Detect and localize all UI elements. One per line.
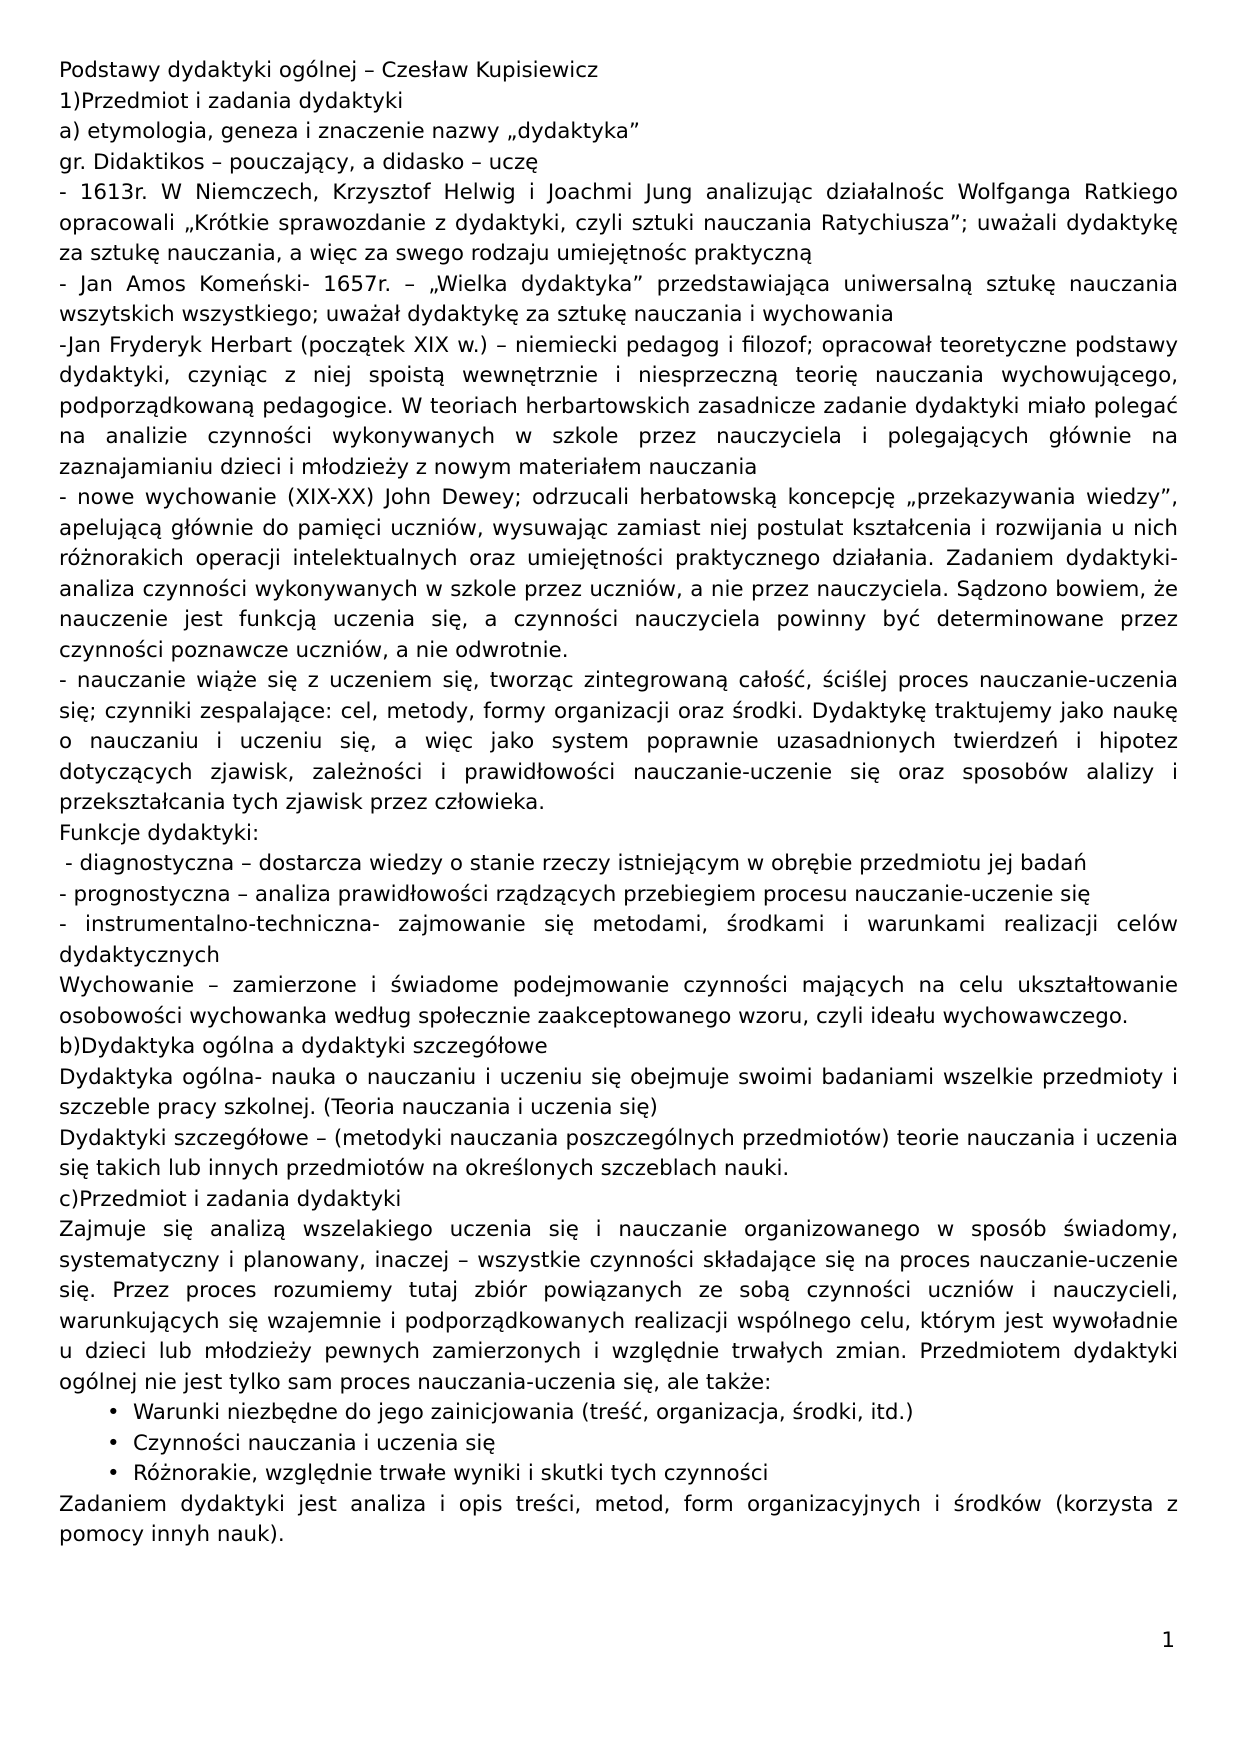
list-item [107,1398,1178,1429]
paragraph-komenski: - Jan Amos Komeński- 1657r. – „Wielka dydaktyka” przedstawiająca uniwersalną sztukę nauczania wszytskich wszystkiego; uważał dydaktykę za sztukę nauczania i wychowania [59,271,1178,327]
etymology-line: gr. Didaktikos – pouczający, a didasko – uczę [59,149,539,175]
section-heading: 1)Przedmiot i zadania dydaktyki [59,88,404,114]
list-item [107,1429,1178,1460]
list-item-text: Czynności nauczania i uczenia się [133,1430,496,1456]
functions-heading: Funkcje dydaktyki: [59,820,260,846]
subsection-heading-b: b)Dydaktyka ogólna a dydaktyki szczegółowe [59,1034,548,1059]
function-instrumental: - instrumentalno-techniczna- zajmowanie się metodami, środkami i warunkami realizacji celów dydaktycznych [59,912,1178,968]
page-number: 1 [1161,1628,1175,1653]
function-prognostic: - prognostyczna – analiza prawidłowości rządzących przebiegiem procesu nauczanie-uczenie się [59,881,1091,907]
list-item-text: Różnorakie, względnie trwałe wyniki i skutki tych czynności [133,1461,769,1486]
paragraph-zajmuje: Zajmuje się analizą wszelakiego uczenia się i nauczanie organizowanego w sposób świadomy, systematyczny i planowany, inaczej – wszystkie czynności składające się na proces nauczanie-uczenie się. Przez proces rozumiemy tutaj zbiór powiązanych ze sobą czynności uczniów i nauczycieli, warunkujących się wzajemnie i podporządkowanych realizacji wspólnego celu, którym jest wywoładnie u dzieci lub młodzieży pewnych zamierzonych i względnie trwałych zmian. Przedmiotem dydaktyki ogólnej nie jest tylko sam proces nauczania-uczenia się, ale także: [59,1217,1178,1395]
paragraph-wychowanie: Wychowanie – zamierzone i świadome podejmowanie czynności mających na celu ukształtowanie osobowości wychowanka według społecznie zaakceptowanego wzoru, czyli ideału wychowawczego. [59,973,1178,1029]
bullet-icon: • [107,1400,120,1425]
list-item [107,1459,1178,1490]
paragraph-dydaktyki-szczegolowe: Dydaktyki szczegółowe – (metodyki nauczania poszczególnych przedmiotów) teorie nauczania i uczenia się takich lub innych przedmiotów na określonych szczeblach nauki. [59,1125,1178,1181]
subsection-heading-c: c)Przedmiot i zadania dydaktyki [59,1186,402,1212]
bullet-icon: • [107,1461,120,1486]
bullet-list [59,1398,1178,1490]
bullet-icon: • [107,1430,120,1456]
paragraph-nauczanie: - nauczanie wiąże się z uczeniem się, tworząc zintegrowaną całość, ściślej proces nauczanie-uczenia się; czynniki zespalające: cel, metody, formy organizacji oraz środki. Dydaktykę traktujemy jako naukę o nauczaniu i uczeniu się, a więc jako system poprawnie uzasadnionych twierdzeń i hipotez dotyczących zjawisk, zależności i prawidłowości nauczanie-uczenie się oraz sposobów alalizy i przekształcania tych zjawisk przez człowieka. [59,668,1178,815]
paragraph-dydaktyka-ogolna: Dydaktyka ogólna- nauka o nauczaniu i uczeniu się obejmuje swoimi badaniami wszelkie przedmioty i szczeble pracy szkolnej. (Teoria nauczania i uczenia się) [59,1064,1178,1120]
paragraph-dewey: - nowe wychowanie (XIX-XX) John Dewey; odrzucali herbatowską koncepcję „przekazywania wiedzy”, apelującą głównie do pamięci uczniów, wysuwając zamiast niej postulat kształcenia i rozwijania u nich różnorakich operacji intelektualnych oraz umiejętności praktycznego działania. Zadaniem dydaktyki- analiza czynności wykonywanych w szkole przez uczniów, a nie przez nauczyciela. Sądzono bowiem, że nauczenie jest funkcją uczenia się, a czynności nauczyciela powinny być determinowane przez czynności poznawcze uczniów, a nie odwrotnie. [59,485,1178,663]
paragraph-herbart: -Jan Fryderyk Herbart (początek XIX w.) – niemiecki pedagog i filozof; opracował teoretyczne podstawy dydaktyki, czyniąc z niej spoistą wewnętrznie i niesprzeczną teorię nauczania wychowującego, podporządkowaną pedagogice. W teoriach herbartowskich zasadnicze zadanie dydaktyki miało polegać na analizie czynności wykonywanych w szkole przez nauczyciela i polegających głównie na zaznajamianiu dzieci i młodzieży z nowym materiałem nauczania [59,332,1178,480]
subsection-heading-a: a) etymologia, geneza i znaczenie nazwy „dydaktyka” [59,119,640,144]
list-item-text: Warunki niezbędne do jego zainicjowania (treść, organizacja, środki, itd.) [133,1400,914,1425]
paragraph-1613: - 1613r. W Niemczech, Krzysztof Helwig i Joachmi Jung analizując działalnośc Wolfganga Ratkiego opracowali „Krótkie sprawozdanie z dydaktyki, czyli sztuki nauczania Ratychiusza”; uważali dydaktykę za sztukę nauczania, a więc za swego rodzaju umiejętnośc praktyczną [59,180,1178,266]
document-title: Podstawy dydaktyki ogólnej – Czesław Kupisiewicz [59,58,599,83]
function-diagnostic: - diagnostyczna – dostarcza wiedzy o stanie rzeczy istniejącym w obrębie przedmiotu jej badań [65,851,1087,876]
paragraph-final: Zadaniem dydaktyki jest analiza i opis treści, metod, form organizacyjnych i środków (korzysta z pomocy innyh nauk). [59,1491,1178,1547]
